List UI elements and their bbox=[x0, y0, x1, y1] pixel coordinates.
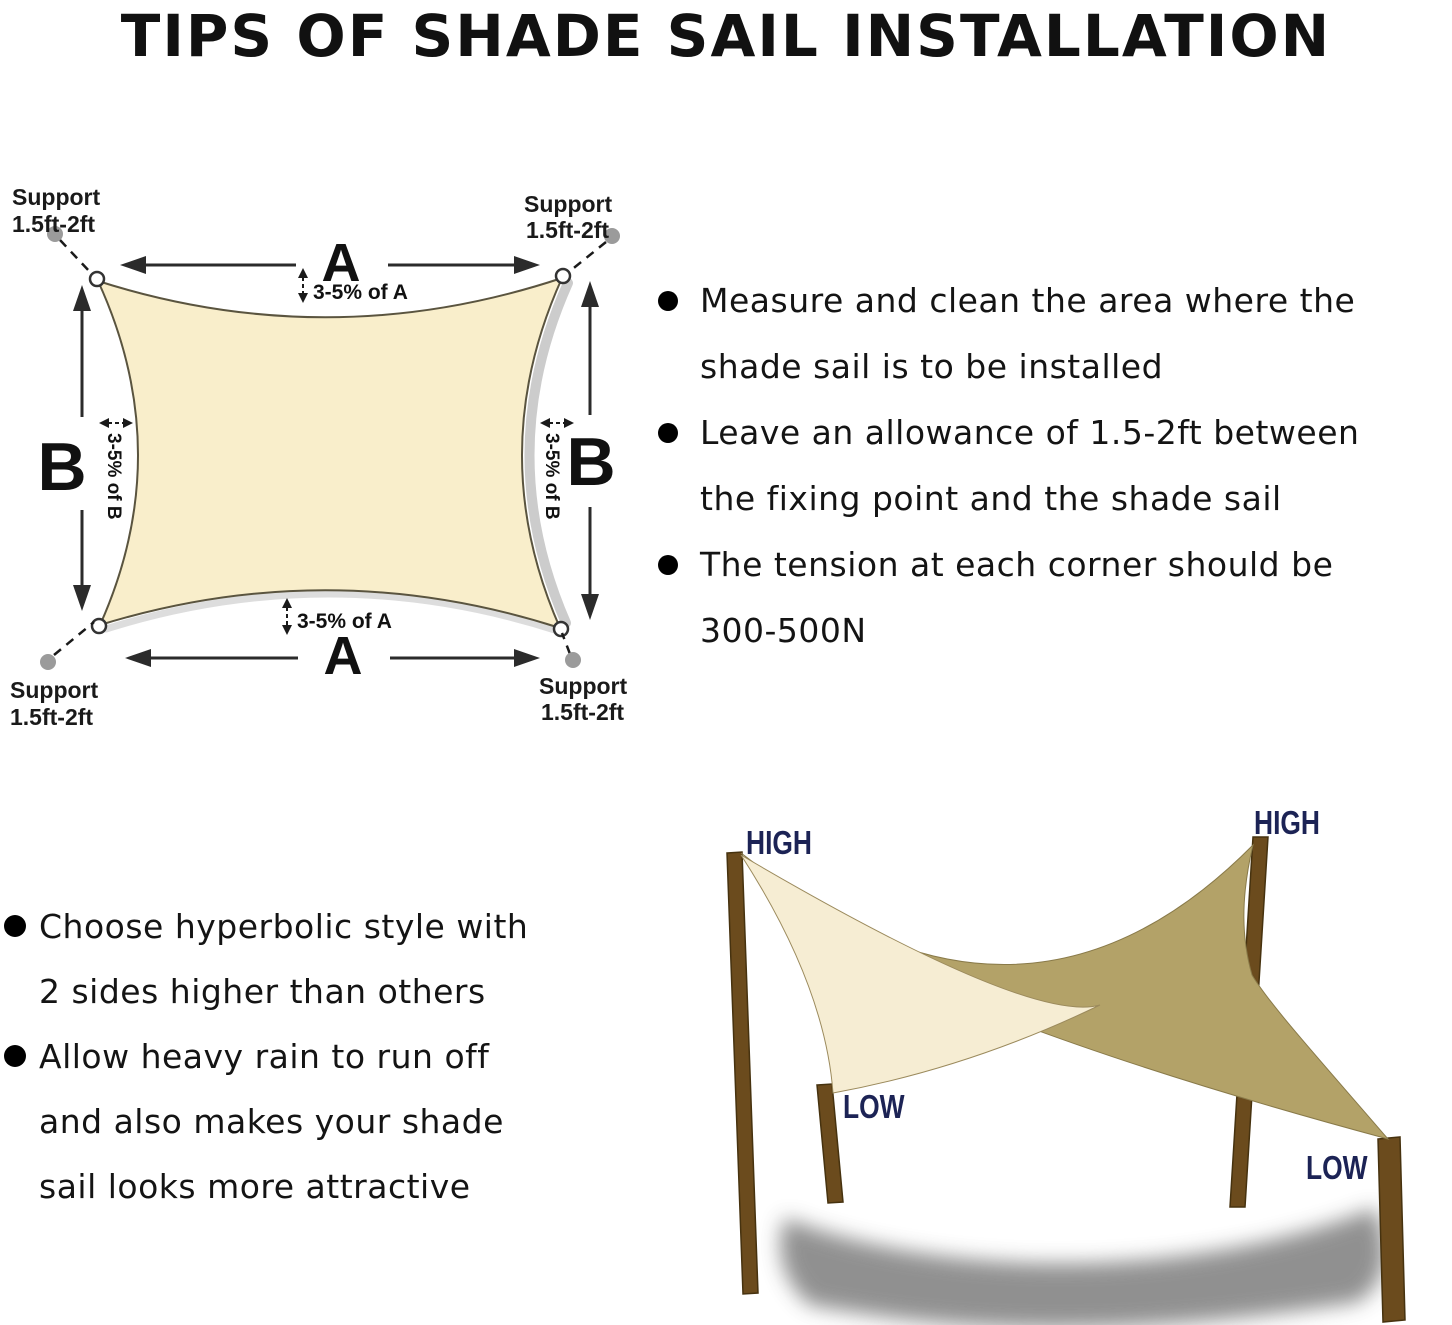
post-low-right bbox=[1378, 1137, 1405, 1322]
tip-text: shade sail is to be installed bbox=[700, 347, 1164, 386]
list-item bbox=[652, 532, 1452, 664]
post-high-left bbox=[727, 852, 758, 1294]
arrowhead-icon bbox=[73, 585, 91, 611]
arrowhead-icon bbox=[282, 625, 292, 635]
arrowhead-icon bbox=[581, 594, 599, 620]
arrowhead-icon bbox=[514, 256, 540, 274]
style-tips-list bbox=[4, 894, 654, 1219]
height-label-low-center: LOW bbox=[843, 1088, 905, 1125]
support-label-line2: 1.5ft-2ft bbox=[526, 217, 610, 243]
tip-text: the fixing point and the shade sail bbox=[700, 479, 1282, 518]
bullet-icon bbox=[658, 423, 678, 443]
sag-b-label: 3-5% of B bbox=[103, 433, 124, 520]
support-label-line1: Support bbox=[10, 677, 99, 703]
arrowhead-icon bbox=[540, 418, 550, 428]
support-label-line2: 1.5ft-2ft bbox=[10, 704, 94, 730]
sail-measurement-diagram bbox=[0, 165, 665, 765]
bullet-icon bbox=[4, 915, 26, 937]
hyperbolic-sail-illustration bbox=[640, 790, 1452, 1325]
ground-shadow bbox=[780, 1208, 1385, 1325]
bullet-icon bbox=[4, 1045, 26, 1067]
arrowhead-icon bbox=[282, 598, 292, 608]
support-label-line1: Support bbox=[12, 184, 101, 210]
arrowhead-icon bbox=[581, 281, 599, 307]
dim-b-label: B bbox=[566, 424, 616, 500]
sag-a-label: 3-5% of A bbox=[313, 281, 408, 304]
dim-b-label: B bbox=[37, 429, 87, 505]
support-label-line1: Support bbox=[539, 673, 628, 699]
anchor-point-icon bbox=[40, 654, 56, 670]
sag-a-label: 3-5% of A bbox=[297, 610, 392, 633]
list-item bbox=[652, 268, 1452, 400]
anchor-tie-line bbox=[54, 622, 94, 655]
arrowhead-icon bbox=[99, 418, 109, 428]
bullet-icon bbox=[658, 291, 678, 311]
arrowhead-icon bbox=[120, 256, 146, 274]
tip-text: Allow heavy rain to run off bbox=[39, 1037, 490, 1076]
support-label-line2: 1.5ft-2ft bbox=[12, 211, 96, 237]
anchor-tie-line bbox=[562, 633, 570, 654]
arrowhead-icon bbox=[73, 285, 91, 311]
tip-text: sail looks more attractive bbox=[39, 1167, 471, 1206]
anchor-tie-line bbox=[570, 242, 606, 271]
list-item bbox=[652, 400, 1452, 532]
list-item bbox=[4, 1024, 654, 1219]
height-label-low-right: LOW bbox=[1306, 1149, 1368, 1186]
list-item bbox=[4, 894, 654, 1024]
tip-text: 2 sides higher than others bbox=[39, 972, 486, 1011]
tip-text: The tension at each corner should be bbox=[700, 545, 1334, 584]
arrowhead-icon bbox=[298, 293, 308, 303]
corner-ring-icon bbox=[92, 619, 106, 633]
tip-text: Measure and clean the area where the bbox=[700, 281, 1356, 320]
arrowhead-icon bbox=[514, 649, 540, 667]
corner-ring-icon bbox=[90, 272, 104, 286]
corner-ring-icon bbox=[556, 269, 570, 283]
corner-ring-icon bbox=[554, 622, 568, 636]
page-title: TIPS OF SHADE SAIL INSTALLATION bbox=[120, 2, 1332, 70]
tip-text: and also makes your shade bbox=[39, 1102, 504, 1141]
shade-sail-plan-shape bbox=[98, 278, 562, 628]
tip-text: 300-500N bbox=[700, 611, 867, 650]
tip-text: Leave an allowance of 1.5-2ft between bbox=[700, 413, 1360, 452]
height-label-high-right: HIGH bbox=[1254, 804, 1320, 841]
height-label-high-left: HIGH bbox=[746, 824, 812, 861]
anchor-point-icon bbox=[565, 652, 581, 668]
support-label-line1: Support bbox=[524, 191, 613, 217]
sag-b-label: 3-5% of B bbox=[541, 433, 562, 520]
post-low-center bbox=[817, 1084, 843, 1203]
arrowhead-icon bbox=[298, 268, 308, 278]
support-label-line2: 1.5ft-2ft bbox=[541, 699, 625, 725]
dim-a-label: A bbox=[323, 626, 363, 686]
dim-a-label: A bbox=[321, 233, 361, 293]
bullet-icon bbox=[658, 555, 678, 575]
tip-text: Choose hyperbolic style with bbox=[39, 907, 529, 946]
arrowhead-icon bbox=[123, 418, 133, 428]
install-tips-list bbox=[652, 268, 1452, 664]
anchor-tie-line bbox=[60, 240, 90, 272]
arrowhead-icon bbox=[125, 649, 151, 667]
